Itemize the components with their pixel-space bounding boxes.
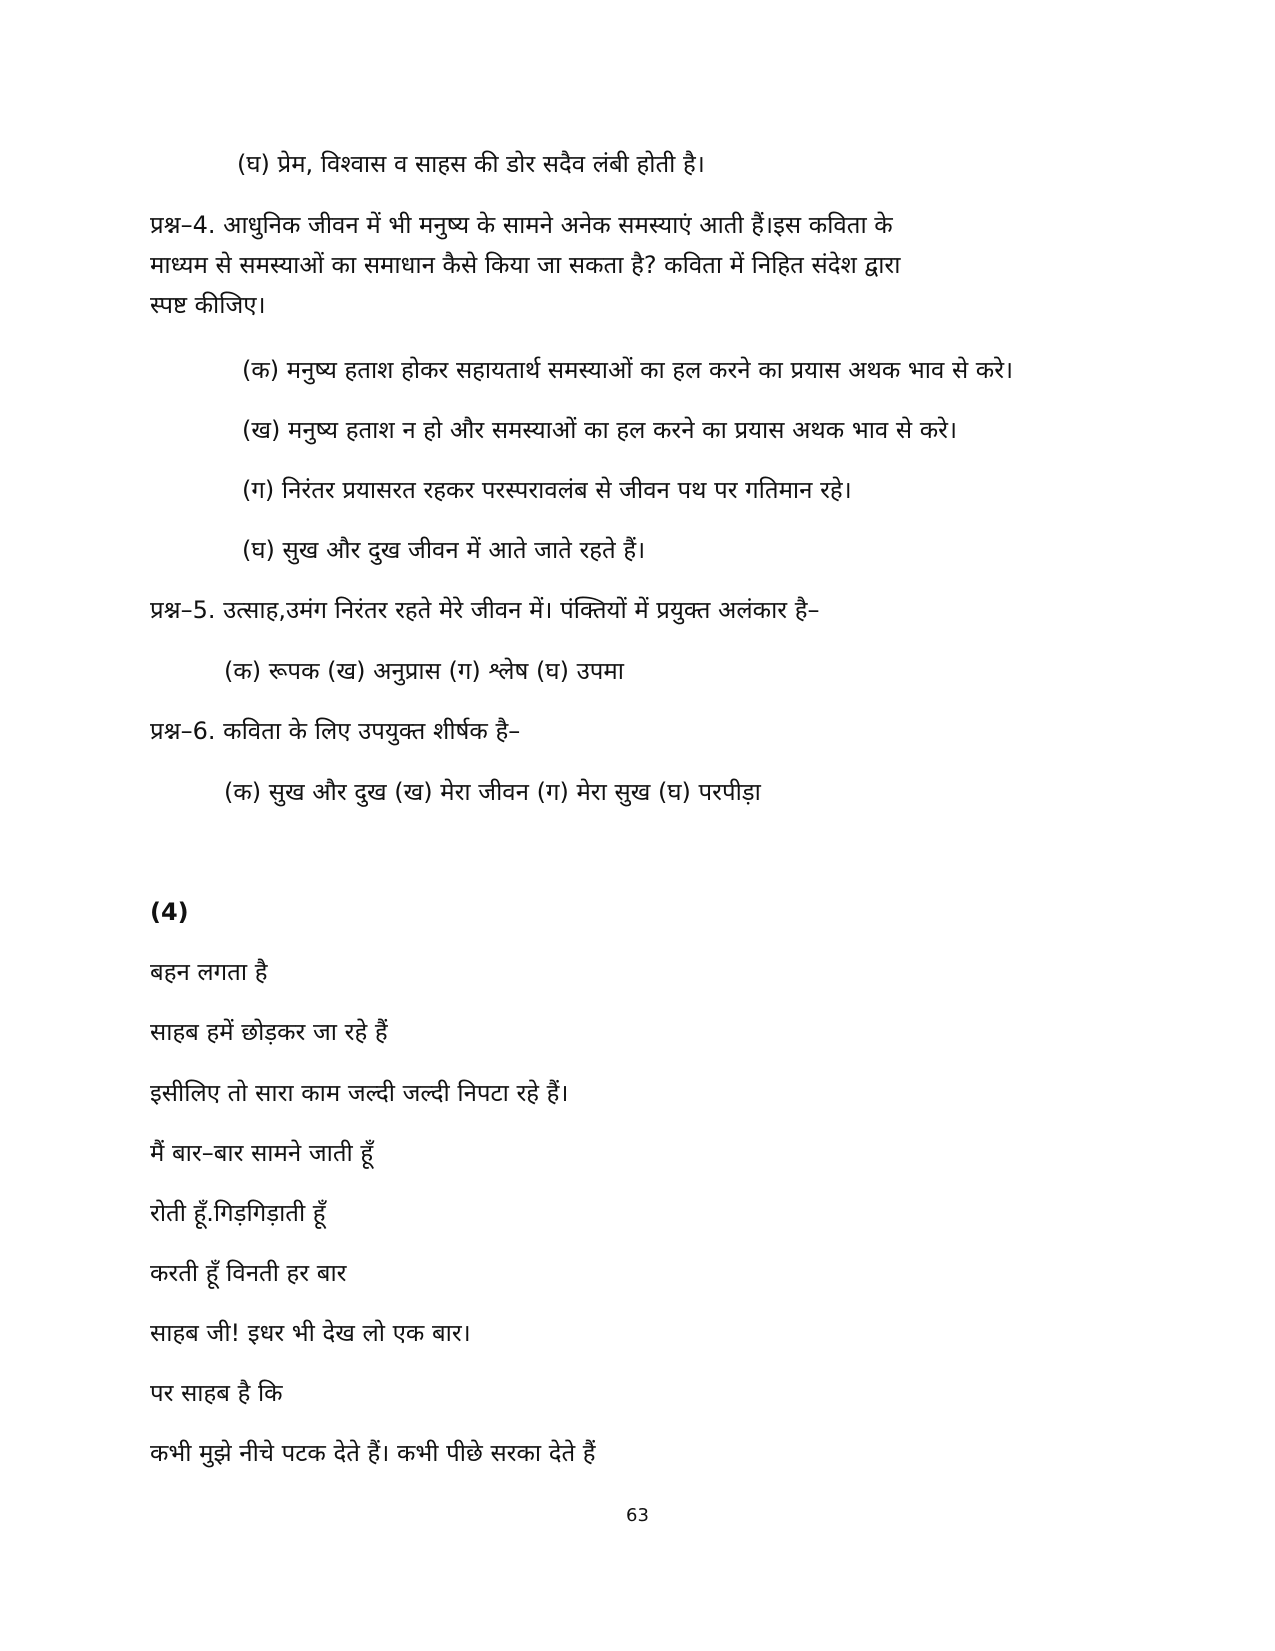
question-5-options: (क) रूपक (ख) अनुप्रास (ग) श्लेष (घ) उपमा bbox=[224, 657, 624, 685]
question-4-option-a: (क) मनुष्य हताश होकर सहायतार्थ समस्याओं का हल करने का प्रयास अथक भाव से करे। bbox=[242, 356, 1014, 384]
poem-line: साहब जी! इधर भी देख लो एक बार। bbox=[150, 1319, 471, 1347]
previous-question-option-d: (घ) प्रेम, विश्वास व साहस की डोर सदैव लंबी होती है। bbox=[237, 150, 705, 178]
poem-line: कभी मुझे नीचे पटक देते हैं। कभी पीछे सरका देते हैं bbox=[150, 1439, 596, 1467]
question-4-option-b: (ख) मनुष्य हताश न हो और समस्याओं का हल करने का प्रयास अथक भाव से करे। bbox=[242, 416, 958, 444]
question-4-line-3: स्पष्ट कीजिए। bbox=[150, 291, 266, 319]
question-5-text: प्रश्न–5. उत्साह,उमंग निरंतर रहते मेरे जीवन में। पंक्तियों में प्रयुक्त अलंकार है– bbox=[150, 596, 820, 624]
question-6-options: (क) सुख और दुख (ख) मेरा जीवन (ग) मेरा सुख (घ) परपीड़ा bbox=[224, 778, 761, 806]
question-4-line-1: प्रश्न–4. आधुनिक जीवन में भी मनुष्य के सामने अनेक समस्याएं आती हैं।इस कविता के bbox=[150, 211, 893, 239]
question-4-line-2: माध्यम से समस्याओं का समाधान कैसे किया जा सकता है? कविता में निहित संदेश द्वारा bbox=[150, 251, 901, 279]
page-number: 63 bbox=[626, 1505, 649, 1526]
question-4-option-d: (घ) सुख और दुख जीवन में आते जाते रहते हैं। bbox=[242, 536, 646, 564]
poem-line: साहब हमें छोड़कर जा रहे हैं bbox=[150, 1018, 388, 1046]
question-4-option-c: (ग) निरंतर प्रयासरत रहकर परस्परावलंब से जीवन पथ पर गतिमान रहे। bbox=[242, 476, 852, 504]
poem-line: रोती हूँ.गिड़गिड़ाती हूँ bbox=[150, 1199, 326, 1227]
poem-line: मैं बार–बार सामने जाती हूँ bbox=[150, 1139, 374, 1167]
question-6-text: प्रश्न–6. कविता के लिए उपयुक्त शीर्षक है– bbox=[150, 717, 521, 745]
poem-line: करती हूँ विनती हर बार bbox=[150, 1259, 347, 1287]
poem-line: बहन लगता है bbox=[150, 958, 268, 986]
poem-line: इसीलिए तो सारा काम जल्दी जल्दी निपटा रहे हैं। bbox=[150, 1079, 569, 1107]
section-number: (4) bbox=[150, 898, 189, 926]
poem-line: पर साहब है कि bbox=[150, 1379, 283, 1407]
